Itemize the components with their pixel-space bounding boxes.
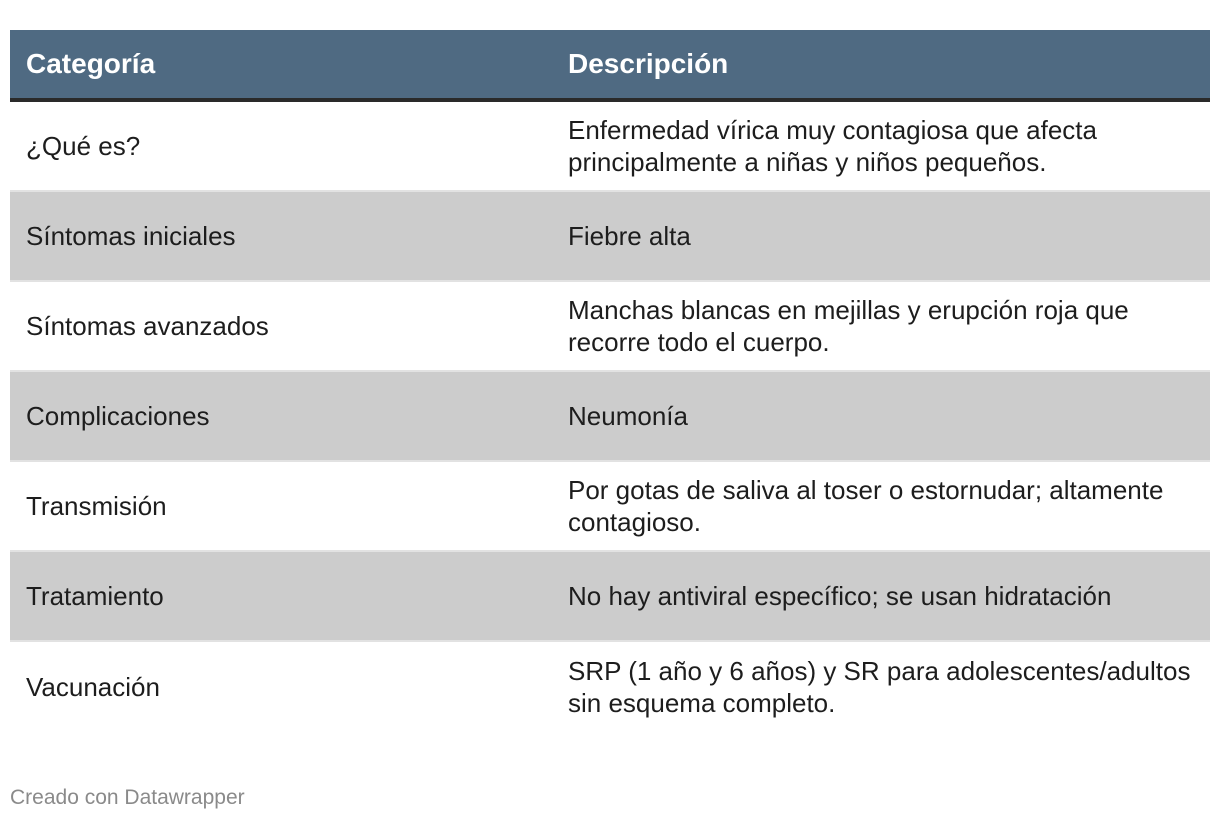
row-category: Complicaciones: [26, 401, 210, 431]
header-cell-descripcion[interactable]: Descripción: [568, 48, 729, 79]
table-row: [10, 552, 1210, 642]
table-row: [10, 642, 1210, 732]
table-row: [10, 372, 1210, 462]
table-row: [10, 102, 1210, 192]
row-category: Vacunación: [26, 672, 160, 702]
row-description: SRP (1 año y 6 años) y SR para adolescentes/adultos sin esquema completo.: [568, 656, 1191, 718]
row-category: Transmisión: [26, 491, 167, 521]
row-category: ¿Qué es?: [26, 131, 141, 161]
datawrapper-credit[interactable]: Creado con Datawrapper: [10, 786, 245, 809]
row-description: Enfermedad vírica muy contagiosa que afecta principalmente a niñas y niños pequeños.: [568, 115, 1097, 177]
row-description: Fiebre alta: [568, 221, 691, 251]
row-description: No hay antiviral específico; se usan hidratación: [568, 581, 1112, 611]
row-description: Neumonía: [568, 401, 688, 431]
row-description: Manchas blancas en mejillas y erupción roja que recorre todo el cuerpo.: [568, 295, 1129, 357]
table-header-row: [10, 30, 1210, 102]
table-row: [10, 462, 1210, 552]
row-description: Por gotas de saliva al toser o estornudar; altamente contagioso.: [568, 475, 1164, 537]
row-category: Tratamiento: [26, 581, 164, 611]
row-category: Síntomas iniciales: [26, 221, 236, 251]
table-row: [10, 192, 1210, 282]
header-cell-categoria[interactable]: Categoría: [26, 48, 156, 79]
info-table: [10, 30, 1210, 732]
row-category: Síntomas avanzados: [26, 311, 269, 341]
table-row: [10, 282, 1210, 372]
